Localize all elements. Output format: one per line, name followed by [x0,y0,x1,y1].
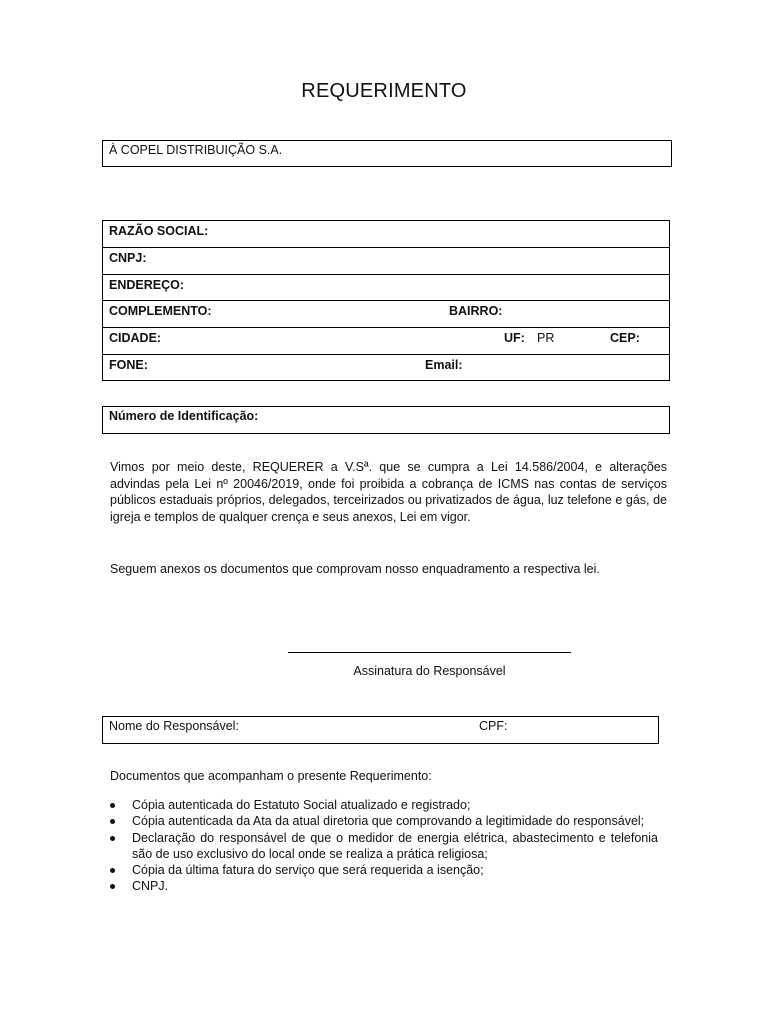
cpf-label: CPF: [479,719,508,733]
uf-label: UF: [504,331,525,346]
addressee-text: À COPEL DISTRIBUIÇÃO S.A. [109,143,283,157]
list-item: Cópia autenticada da Ata da atual diretoria que comprovando a legitimidade do responsável; [110,813,658,829]
signature-line [288,652,571,653]
fone-label: FONE: [109,357,148,372]
list-item: Declaração do responsável de que o medidor de energia elétrica, abastecimento e telefonia são de uso exclusivo do local onde se realiza a prática religiosa; [110,830,658,863]
request-paragraph: Vimos por meio deste, REQUERER a V.Sª. que se cumpra a Lei 14.586/2004, e alterações advindas pela Lei nº 20046/2019, onde foi proibida a cobrança de ICMS nas contas de serviços públicos estaduais próprios, delegados, terceirizados ou privatizados de água, luz telefone e gás, de igreja e templos de qualquer crença e seus anexos, Lei em vigor. [110,460,667,524]
annex-paragraph: Seguem anexos os documentos que comprovam nosso enquadramento a respectiva lei. [110,562,600,576]
razao-social-label: RAZÃO SOCIAL: [109,224,209,238]
list-item: CNPJ. [110,878,658,894]
email-label: Email: [425,357,463,372]
documents-title: Documentos que acompanham o presente Requerimento: [110,769,432,783]
responsible-box [102,716,659,744]
company-fields-table [102,220,670,381]
field-row-endereco [103,275,669,302]
field-row-razao-social [103,221,669,248]
cnpj-label: CNPJ: [109,250,147,265]
identification-box [102,406,670,434]
cidade-label: CIDADE: [109,331,162,346]
bairro-label: BAIRRO: [449,304,503,319]
endereco-label: ENDEREÇO: [109,277,185,292]
cep-label: CEP: [610,331,640,346]
field-row-fone [103,355,669,382]
documents-list [110,797,658,895]
field-row-complemento [103,301,669,328]
addressee-box [102,140,672,167]
uf-value: PR [537,331,555,346]
identification-label: Número de Identificação: [109,409,259,423]
complemento-label: COMPLEMENTO: [109,304,212,319]
field-row-cidade [103,328,669,355]
list-item: Cópia da última fatura do serviço que será requerida a isenção; [110,862,658,878]
field-row-cnpj [103,248,669,275]
page-title: REQUERIMENTO [301,80,467,102]
list-item: Cópia autenticada do Estatuto Social atualizado e registrado; [110,797,658,813]
signature-label: Assinatura do Responsável [353,664,506,678]
responsible-name-label: Nome do Responsável: [109,719,239,733]
